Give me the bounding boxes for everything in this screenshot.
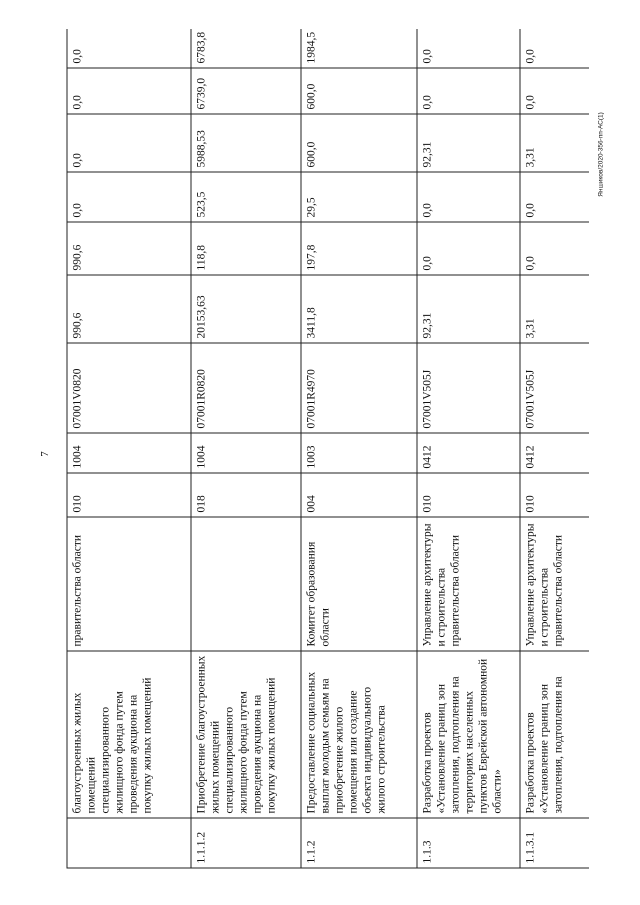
rzpr-code: 0412 xyxy=(417,433,520,473)
year-2-amount: 0,0 xyxy=(520,172,589,222)
csr-code: 07001V505J xyxy=(520,343,589,433)
total-amount: 3,31 xyxy=(520,275,589,343)
rzpr-code: 0412 xyxy=(520,433,589,473)
csr-code: 07001V505J xyxy=(417,343,520,433)
year-4-amount: 0,0 xyxy=(67,68,191,114)
row-number: 1.1.1.2 xyxy=(191,818,301,868)
year-2-amount: 0,0 xyxy=(417,172,520,222)
table-row xyxy=(301,29,417,868)
grbs-code: 004 xyxy=(301,473,417,517)
year-3-amount: 3,31 xyxy=(520,114,589,172)
year-1-amount: 0,0 xyxy=(417,222,520,275)
executor: Управление архитектуры и строительства правительства области xyxy=(520,517,589,651)
page-number: 7 xyxy=(39,451,51,457)
executor xyxy=(191,517,301,651)
executor: Управление архитектуры и строительства правительства области xyxy=(417,517,520,651)
year-4-amount: 600,0 xyxy=(301,68,417,114)
activity-name: Разработка проектов «Установление границ зон затопления, подтопления на территориях населенных пунктов Еврейской автономной области» xyxy=(417,651,520,818)
activity-name: Разработка проектов «Установление границ зон затопления, подтопления на xyxy=(520,651,589,818)
year-4-amount: 0,0 xyxy=(417,68,520,114)
year-4-amount: 0,0 xyxy=(520,68,589,114)
activity-name: благоустроенных жилых помещений специализированного жилищного фонда путем проведения аукциона на покупку жилых помещений xyxy=(67,651,191,818)
program-table-wrapper xyxy=(66,29,589,869)
total-amount: 990,6 xyxy=(67,275,191,343)
grbs-code: 018 xyxy=(191,473,301,517)
year-1-amount: 990,6 xyxy=(67,222,191,275)
year-5-amount: 0,0 xyxy=(520,29,589,68)
row-number: 1.1.3.1 xyxy=(520,818,589,868)
row-number: 1.1.3 xyxy=(417,818,520,868)
year-1-amount: 0,0 xyxy=(520,222,589,275)
table-row xyxy=(191,29,301,868)
table-row xyxy=(417,29,520,868)
rzpr-code: 1004 xyxy=(67,433,191,473)
csr-code: 07001V0820 xyxy=(67,343,191,433)
year-1-amount: 118,8 xyxy=(191,222,301,275)
year-5-amount: 0,0 xyxy=(67,29,191,68)
total-amount: 3411,8 xyxy=(301,275,417,343)
row-number xyxy=(67,818,191,868)
grbs-code: 010 xyxy=(417,473,520,517)
activity-name: Приобретение благоустроенных жилых помещений специализированного жилищного фонда путем проведения аукциона на покупку жилых помещений xyxy=(191,651,301,818)
table-row xyxy=(520,29,589,868)
year-2-amount: 29,5 xyxy=(301,172,417,222)
activity-name: Предоставление социальных выплат молодым семьям на приобретение жилого помещения или создание объекта индивидуального жилого строительства xyxy=(301,651,417,818)
table-row xyxy=(67,29,191,868)
year-5-amount: 6783,8 xyxy=(191,29,301,68)
total-amount: 92,31 xyxy=(417,275,520,343)
year-5-amount: 0,0 xyxy=(417,29,520,68)
csr-code: 07001R4970 xyxy=(301,343,417,433)
year-3-amount: 600,0 xyxy=(301,114,417,172)
year-2-amount: 0,0 xyxy=(67,172,191,222)
year-5-amount: 1984,5 xyxy=(301,29,417,68)
document-code-note: Яншиков/2020-356-пп-АС(1) xyxy=(597,112,605,197)
row-number: 1.1.2 xyxy=(301,818,417,868)
year-3-amount: 92,31 xyxy=(417,114,520,172)
grbs-code: 010 xyxy=(520,473,589,517)
year-3-amount: 0,0 xyxy=(67,114,191,172)
total-amount: 20153,63 xyxy=(191,275,301,343)
year-3-amount: 5988,53 xyxy=(191,114,301,172)
executor: Комитет образования области xyxy=(301,517,417,651)
grbs-code: 010 xyxy=(67,473,191,517)
program-financing-table xyxy=(67,29,590,869)
year-2-amount: 523,5 xyxy=(191,172,301,222)
year-4-amount: 6739,0 xyxy=(191,68,301,114)
year-1-amount: 197,8 xyxy=(301,222,417,275)
rzpr-code: 1004 xyxy=(191,433,301,473)
executor: правительства области xyxy=(67,517,191,651)
rzpr-code: 1003 xyxy=(301,433,417,473)
csr-code: 07001R0820 xyxy=(191,343,301,433)
